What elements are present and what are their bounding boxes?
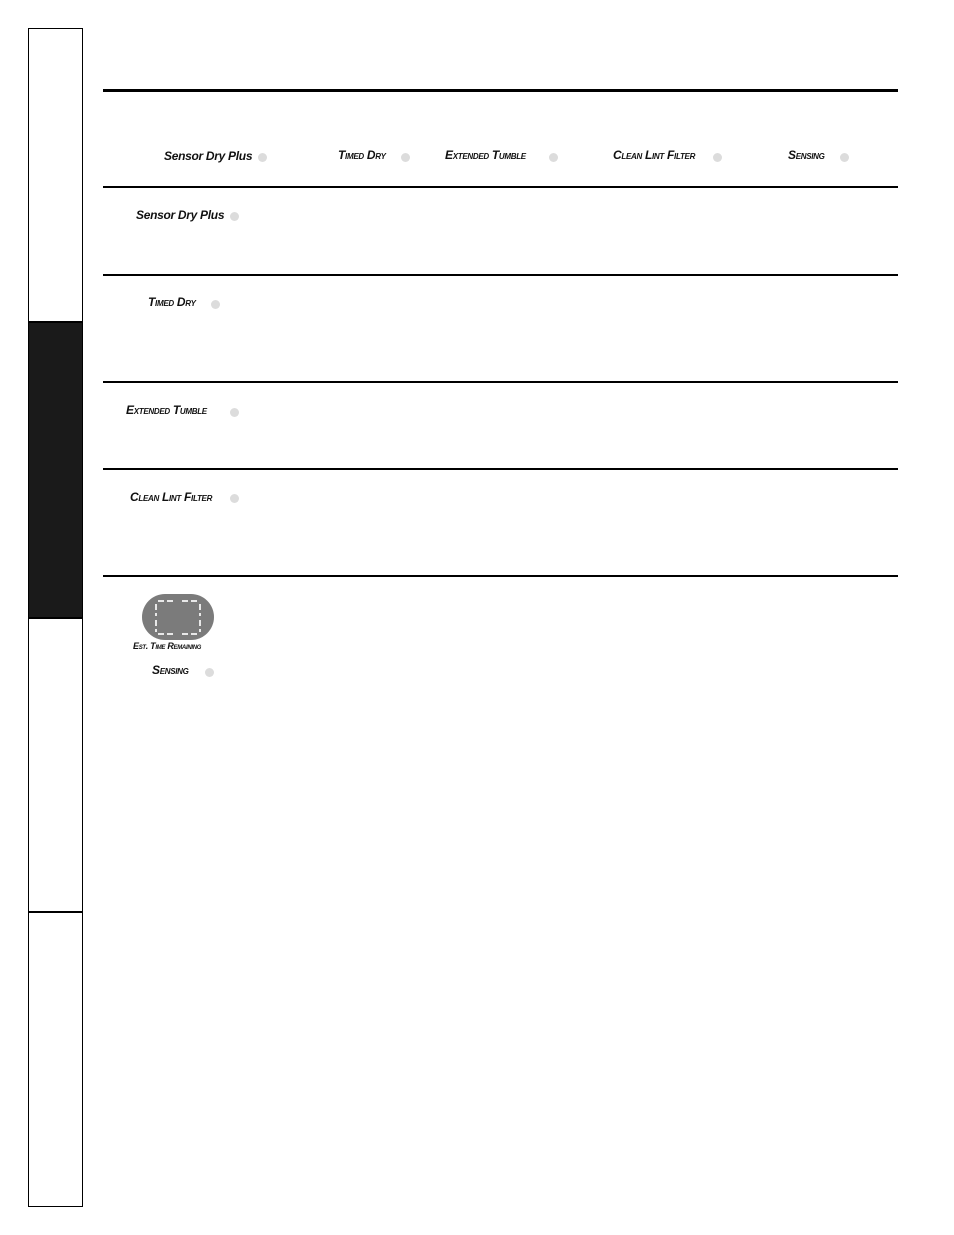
time-remaining-display xyxy=(142,594,214,640)
top-rule xyxy=(103,89,898,92)
row-label-sensor-dry-plus: Sensor Dry Plus xyxy=(136,208,225,222)
header-indicator-clean-lint-filter-light xyxy=(713,153,722,162)
row-rule-3 xyxy=(103,381,898,383)
row-label-extended-tumble: Extended Tumble xyxy=(126,403,207,417)
side-tab-1 xyxy=(28,28,83,322)
header-label-sensor-dry-plus: Sensor Dry Plus xyxy=(164,149,253,163)
row-label-timed-dry: Timed Dry xyxy=(148,295,196,309)
header-indicator-sensor-dry-plus-light xyxy=(258,153,267,162)
row-indicator-timed-dry-light xyxy=(211,300,220,309)
row-rule-2 xyxy=(103,274,898,276)
header-indicator-timed-dry-light xyxy=(401,153,410,162)
header-label-extended-tumble: Extended Tumble xyxy=(445,148,526,162)
header-label-timed-dry: Timed Dry xyxy=(338,148,386,162)
row-rule-4 xyxy=(103,468,898,470)
row-rule-5 xyxy=(103,575,898,577)
row-indicator-extended-tumble-light xyxy=(230,408,239,417)
header-indicator-sensing-light xyxy=(840,153,849,162)
side-tab-3 xyxy=(28,618,83,912)
header-label-clean-lint-filter: Clean Lint Filter xyxy=(613,148,696,162)
row-rule-1 xyxy=(103,186,898,188)
display-sensing-light xyxy=(205,668,214,677)
row-indicator-sensor-dry-plus-light xyxy=(230,212,239,221)
row-indicator-clean-lint-filter-light xyxy=(230,494,239,503)
header-indicator-extended-tumble-light xyxy=(549,153,558,162)
display-sensing-label: Sensing xyxy=(152,663,189,677)
header-label-sensing: Sensing xyxy=(788,148,825,162)
display-caption: Est. Time Remaining xyxy=(133,641,202,651)
seven-segment-digits-icon xyxy=(142,594,214,640)
side-tab-4 xyxy=(28,912,83,1207)
side-tab-2-active xyxy=(28,322,83,618)
row-label-clean-lint-filter: Clean Lint Filter xyxy=(130,490,213,504)
